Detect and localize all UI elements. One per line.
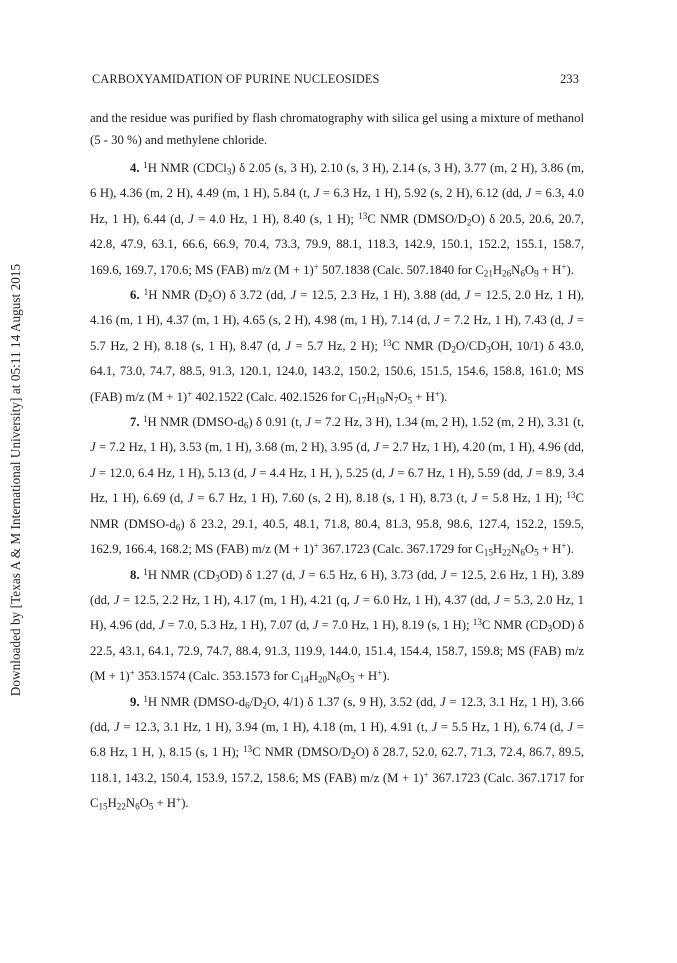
compound-number: 9. [130, 694, 140, 709]
compound-entry [90, 563, 584, 690]
entry-text-segment: ). [382, 669, 390, 684]
entry-text-segment: 26 [502, 268, 512, 279]
entry-text-segment: H NMR (CD [147, 567, 216, 582]
entry-text-segment: 13 [243, 744, 253, 755]
entry-text-segment: 2 [207, 293, 213, 304]
entry-text-segment: 367.1723 (Calc. 367.1729 for C [318, 542, 484, 557]
entry-text-segment: + [176, 795, 182, 806]
entry-text-segment: 1 [143, 566, 148, 577]
entry-text-segment: 3 [226, 166, 232, 177]
entry-text-segment: 6 [243, 420, 249, 431]
entry-text-segment: + [187, 388, 193, 399]
entry-text-segment: ) δ 2.05 (s, 3 H), 2.10 (s, 3 H), 2.14 (s, 3 H), 3.77 (m, 2 H), 3.86 (m, 6 H), 4.36 (m, 2 H), 4.49 (m, 1 H), 5.84 (t, J = 6.3 Hz, 1 H), 5.92 (s, 2 H), 6.12 (dd, J = 6.3, 4.0 Hz, 1 H), 6.44 (d, J = 4.0 Hz, 1 H), 8.40 (s, 1 H); [90, 161, 585, 226]
entry-text-segment: C NMR (DMSO/D [252, 745, 351, 760]
entry-text-segment: + [423, 769, 429, 780]
entry-text-segment: 3 [486, 344, 491, 355]
entry-text-segment: O [398, 389, 408, 404]
entry-text-segment: N [125, 796, 136, 811]
entry-text-segment: OD) δ 22.5, 43.1, 64.1, 72.9, 74.7, 88.4, 91.3, 119.9, 144.0, 151.4, 154.4, 158.7, 159.8; MS (FAB) m/z (M + 1) [90, 618, 585, 684]
entry-text-segment: 3 [547, 623, 553, 634]
entry-text-segment: ). [439, 389, 448, 404]
entry-text-segment: O/CD [455, 338, 487, 353]
download-watermark [3, 249, 29, 711]
entry-text-segment: 15 [98, 801, 108, 812]
entry-text-segment: H [107, 796, 117, 811]
entry-text-segment: N [511, 542, 521, 557]
entry-text-segment: /D [249, 694, 263, 709]
running-header [92, 72, 579, 88]
compound-entries [90, 156, 584, 817]
entry-text-segment: 3 [215, 573, 220, 584]
entry-text-segment: O) δ 28.7, 52.0, 62.7, 71.3, 72.4, 86.7, 89.5, 118.1, 143.2, 150.4, 153.9, 157.2, 158.6; MS (FAB) m/z (M + 1) [90, 745, 584, 785]
entry-text-segment: 353.1574 (Calc. 353.1573 for C [134, 669, 300, 684]
entry-text-segment: H NMR (DMSO-d [147, 415, 244, 430]
entry-text-segment: H NMR (D [148, 288, 208, 303]
entry-text-segment: 2 [451, 344, 456, 355]
compound-entry [90, 283, 584, 410]
entry-text-segment: O [524, 542, 535, 557]
entry-text-segment: 13 [382, 337, 392, 348]
page-number: 233 [560, 72, 579, 86]
entry-text-segment: O [340, 669, 350, 684]
entry-text-segment: 19 [375, 395, 385, 406]
entry-text-segment: 20 [317, 674, 328, 685]
entry-text-segment: 2 [466, 217, 472, 228]
intro-paragraph: and the residue was purified by flash chromatography with silica gel using a mixture of methanol (5 - 30 %) and methylene chloride. [90, 111, 584, 147]
entry-text-segment: + H [412, 389, 435, 404]
entry-text-segment: 6 [175, 522, 181, 533]
entry-text-segment: 15 [483, 547, 493, 558]
entry-text-segment: ) δ 0.91 (t, J = 7.2 Hz, 3 H), 1.34 (m, 2 H), 1.52 (m, 2 H), 3.31 (t, J = 7.2 Hz, 1 H), 3.53 (m, 1 H), 3.68 (m, 2 H), 3.95 (d, J = 2.7 Hz, 1 H), 4.20 (m, 1 H), 4.96 (dd, J = 12.0, 6.4 Hz, 1 H), 5.13 (d, J = 4.4 Hz, 1 H, ), 5.25 (d, J = 6.7 Hz, 1 H), 5.59 (dd, J = 8.9, 3.4 Hz, 1 H), 6.69 (d, J = 6.7 Hz, 1 H), 7.60 (s, 2 H), 8.18 (s, 1 H), 8.73 (t, J = 5.8 Hz, 1 H); [90, 415, 585, 506]
download-watermark-text: Downloaded by [Texas A & M International University] at 05:11 14 August 2015 [8, 263, 24, 697]
entry-text-segment: 22 [502, 547, 512, 558]
entry-text-segment: 17 [357, 395, 367, 406]
entry-text-segment: + [313, 261, 319, 272]
entry-text-segment: 2 [262, 700, 267, 711]
entry-text-segment: O [524, 262, 535, 277]
entry-text-segment: + H [354, 669, 378, 684]
entry-text-segment: + H [538, 542, 562, 557]
entry-text-segment: H [366, 389, 376, 404]
entry-text-segment: ). [566, 262, 574, 277]
entry-text-segment: 7 [393, 395, 399, 406]
entry-text-segment: 6 [520, 268, 525, 279]
entry-text-segment: 13 [566, 490, 576, 501]
entry-text-segment: + H [153, 796, 177, 811]
entry-text-segment: 6 [135, 801, 140, 812]
entry-text-segment: 6 [245, 700, 250, 711]
entry-text-segment: + [434, 388, 440, 399]
entry-text-segment: 1 [142, 413, 148, 424]
entry-text-segment: 1 [143, 286, 149, 297]
entry-text-segment: ). [566, 542, 574, 557]
entry-text-segment: + [129, 668, 135, 679]
entry-text-segment: O [139, 796, 149, 811]
entry-text-segment: 13 [472, 617, 482, 628]
entry-text-segment: 1 [143, 693, 148, 704]
entry-text-segment: ) δ 23.2, 29.1, 40.5, 48.1, 71.8, 80.4, 81.3, 95.8, 98.6, 127.4, 152.2, 159.5, 162.9, 166.4, 168.2; MS (FAB) m/z (M + 1) [90, 516, 584, 557]
entry-text-segment: C NMR (CD [481, 618, 548, 633]
entry-text-segment: 21 [483, 268, 493, 279]
entry-text-segment: H [492, 262, 503, 277]
entry-text-segment: + [561, 261, 567, 272]
entry-text-segment: C NMR (DMSO/D [367, 211, 467, 226]
entry-text-segment: 5 [349, 674, 355, 685]
entry-text-segment: 5 [407, 395, 413, 406]
entry-text-segment: N [327, 669, 337, 684]
entry-text-segment: + H [538, 262, 562, 277]
entry-text-segment: O) δ 3.72 (dd, J = 12.5, 2.3 Hz, 1 H), 3.88 (dd, J = 12.5, 2.0 Hz, 1 H), 4.16 (m, 1 H), 4.37 (m, 1 H), 4.65 (s, 2 H), 4.98 (m, 1 H), 7.14 (d, J = 7.2 Hz, 1 H), 7.43 (d, J = 5.7 Hz, 2 H), 8.18 (s, 1 H), 8.47 (d, J = 5.7 Hz, 2 H); [90, 288, 584, 353]
compound-entry [90, 156, 584, 283]
entry-text-segment: + [561, 540, 567, 551]
entry-text-segment: 507.1838 (Calc. 507.1840 for C [318, 262, 484, 277]
entry-text-segment: 14 [299, 674, 309, 685]
compound-number: 6. [130, 288, 140, 303]
entry-text-segment: 5 [148, 801, 154, 812]
entry-text-segment: H [492, 542, 503, 557]
entry-text-segment: 6 [336, 674, 341, 685]
running-title: CARBOXYAMIDATION OF PURINE NUCLEOSIDES [92, 72, 380, 86]
compound-number: 4. [130, 161, 140, 175]
page-body [90, 107, 584, 817]
entry-text-segment: 367.1723 (Calc. 367.1717 for C [90, 770, 584, 811]
entry-text-segment: C NMR (D [391, 338, 452, 353]
entry-text-segment: OH, 10/1) δ 43.0, 64.1, 73.0, 74.7, 88.5, 91.3, 120.1, 124.0, 143.2, 150.2, 150.6, 151.5, 154.6, 158.8, 161.0; MS (FAB) m/z (M + 1) [90, 338, 584, 404]
compound-entry [90, 690, 584, 817]
compound-number: 8. [130, 567, 140, 582]
entry-text-segment: 22 [116, 801, 126, 812]
entry-text-segment: C NMR (DMSO-d [90, 491, 584, 531]
entry-text-segment: + [313, 540, 319, 551]
entry-text-segment: 1 [143, 159, 148, 170]
compound-number: 7. [130, 415, 140, 430]
entry-text-segment: ). [181, 796, 189, 811]
entry-text-segment: 402.1522 (Calc. 402.1526 for C [192, 389, 358, 404]
entry-text-segment: O) δ 20.5, 20.6, 20.7, 42.8, 47.9, 63.1, 66.6, 66.9, 70.4, 73.3, 79.9, 88.1, 118.3, 142.9, 150.1, 152.2, 155.1, 158.7, 169.6, 169.7, 170.6; MS (FAB) m/z (M + 1) [90, 211, 584, 277]
entry-text-segment: 9 [534, 268, 539, 279]
entry-text-segment: + [377, 668, 383, 679]
entry-text-segment: 2 [351, 750, 356, 761]
entry-text-segment: H NMR (CDCl [147, 161, 227, 175]
compound-entry [90, 410, 584, 562]
entry-text-segment: N [384, 389, 394, 404]
entry-text-segment: H NMR (DMSO-d [147, 694, 246, 709]
entry-text-segment: 6 [520, 547, 525, 558]
entry-text-segment: 5 [534, 547, 539, 558]
entry-text-segment: 13 [358, 210, 368, 221]
entry-text-segment: H [308, 669, 318, 684]
entry-text-segment: N [511, 262, 521, 277]
entry-text-segment: OD) δ 1.27 (d, J = 6.5 Hz, 6 H), 3.73 (dd, J = 12.5, 2.6 Hz, 1 H), 3.89 (dd, J = 12.5, 2.2 Hz, 1 H), 4.17 (m, 1 H), 4.21 (q, J = 6.0 Hz, 1 H), 4.37 (dd, J = 5.3, 2.0 Hz, 1 H), 4.96 (dd, J = 7.0, 5.3 Hz, 1 H), 7.07 (d, J = 7.0 Hz, 1 H), 8.19 (s, 1 H); [90, 567, 585, 633]
entry-text-segment: O, 4/1) δ 1.37 (s, 9 H), 3.52 (dd, J = 12.3, 3.1 Hz, 1 H), 3.66 (dd, J = 12.3, 3.1 Hz, 1 H), 3.94 (m, 1 H), 4.18 (m, 1 H), 4.91 (t, J = 5.5 Hz, 1 H), 6.74 (d, J = 6.8 Hz, 1 H, ), 8.15 (s, 1 H); [90, 694, 585, 760]
